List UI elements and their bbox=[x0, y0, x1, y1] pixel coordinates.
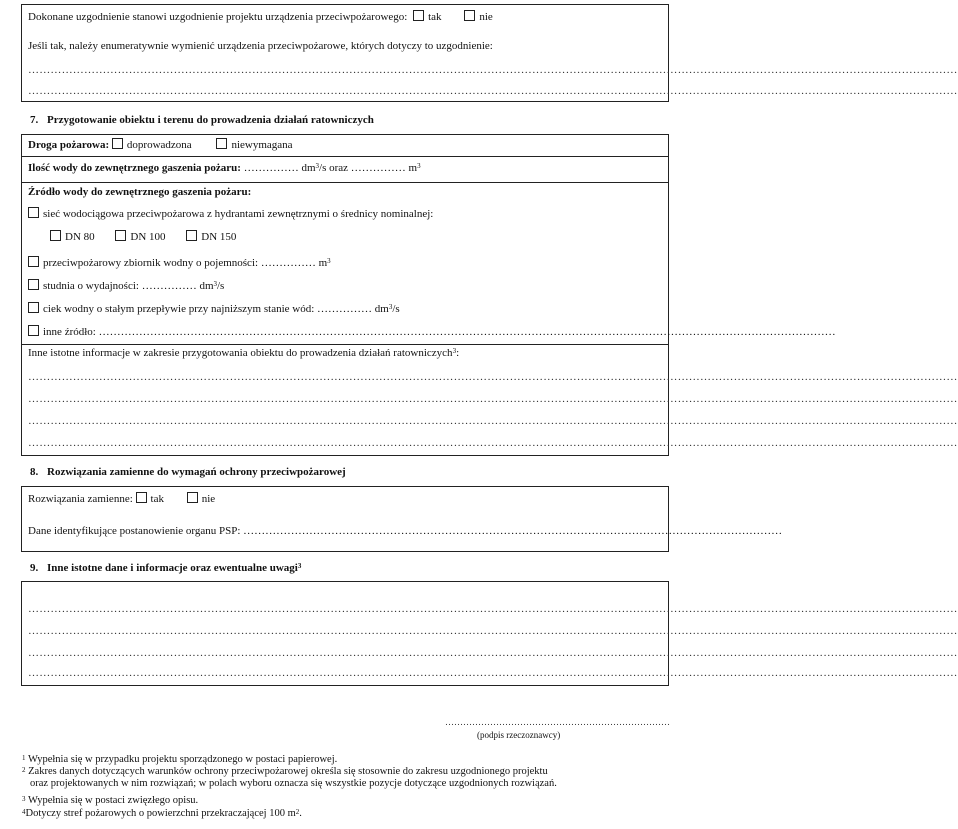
unit-dm: dm bbox=[374, 303, 389, 315]
well-dots[interactable]: …………… bbox=[141, 280, 197, 292]
stream-label: ciek wodny o stałym przepływie przy najniższym stanie wód: bbox=[43, 303, 315, 315]
stream-dots[interactable]: …………… bbox=[317, 303, 373, 315]
dn80-label: DN 80 bbox=[65, 231, 95, 243]
section7-box bbox=[21, 134, 958, 456]
section9-title: Inne istotne dane i informacje oraz ewentualne uwagi bbox=[47, 562, 298, 574]
remarks-dotted-line-2[interactable]: …………………………………………………………………………………………………………………………………………………………………………………………………………………………… bbox=[28, 625, 958, 637]
agreement-box bbox=[21, 4, 958, 102]
section9-box bbox=[21, 581, 958, 686]
footnote-2-continuation: oraz projektowanych w nim rozwiązań; w polach wyboru oznacza się wszystkie pozycje dotyczące uzgodnionych rozwiązań. bbox=[30, 778, 557, 789]
footnote-2 bbox=[22, 766, 548, 778]
stream-row bbox=[28, 302, 662, 316]
remarks-dotted-line-1[interactable]: …………………………………………………………………………………………………………………………………………………………………………………………………………………………… bbox=[28, 603, 958, 615]
alternative-yes-label: tak bbox=[150, 493, 164, 505]
footnote-number: 2 bbox=[22, 766, 26, 774]
alternative-no-checkbox[interactable] bbox=[187, 492, 198, 503]
other-info-dotted-line-1[interactable]: …………………………………………………………………………………………………………………………………………………………………………………………………………………………… bbox=[28, 371, 958, 383]
psp-decision-dots[interactable]: ………………………………………………………………………………………………………………………………… bbox=[243, 525, 783, 537]
water-tank-label: przeciwpożarowy zbiornik wodny o pojemności: bbox=[43, 257, 259, 269]
road-not-required-label: niewymagana bbox=[231, 139, 293, 151]
dn150-checkbox[interactable] bbox=[186, 230, 197, 241]
well-label: studnia o wydajności: bbox=[43, 280, 139, 292]
other-info-dotted-line-3[interactable]: …………………………………………………………………………………………………………………………………………………………………………………………………………………………… bbox=[28, 415, 958, 427]
section9-heading bbox=[30, 561, 301, 575]
other-source-row bbox=[28, 325, 836, 339]
section8-box bbox=[21, 486, 783, 552]
water-amount-dots-1[interactable]: …………… bbox=[243, 162, 299, 174]
footnote-3 bbox=[22, 795, 198, 807]
agreement-no-label: nie bbox=[479, 11, 493, 23]
dn-options-row bbox=[50, 230, 662, 244]
unit-sup: 3 bbox=[417, 162, 421, 170]
water-tank-dots[interactable]: …………… bbox=[260, 257, 316, 269]
signature-line[interactable]: ………………………………………………………………… bbox=[445, 717, 670, 727]
hydrant-network-checkbox[interactable] bbox=[28, 207, 39, 218]
fire-road-label: Droga pożarowa: bbox=[28, 139, 110, 151]
alternative-yes-checkbox[interactable] bbox=[136, 492, 147, 503]
water-amount-dots-2[interactable]: …………… bbox=[350, 162, 406, 174]
section7-number: 7. bbox=[30, 114, 39, 126]
footnote-text: Wypełnia się w przypadku projektu sporządzonego w postaci papierowej. bbox=[27, 754, 338, 765]
other-info-label: Inne istotne informacje w zakresie przygotowania obiektu do prowadzenia działań ratowniczych bbox=[28, 347, 453, 359]
water-tank-checkbox[interactable] bbox=[28, 256, 39, 267]
hydrant-network-label: sieć wodociągowa przeciwpożarowa z hydrantami zewnętrznymi o średnicy nominalnej: bbox=[43, 208, 434, 220]
other-info-dotted-line-2[interactable]: …………………………………………………………………………………………………………………………………………………………………………………………………………………………… bbox=[28, 393, 958, 405]
well-checkbox[interactable] bbox=[28, 279, 39, 290]
dn100-checkbox[interactable] bbox=[115, 230, 126, 241]
agreement-dotted-line-1[interactable]: …………………………………………………………………………………………………………………………………………………………………………………………………………………………… bbox=[28, 64, 958, 76]
alternative-no-label: nie bbox=[201, 493, 216, 505]
footnote-4 bbox=[22, 808, 302, 820]
remarks-dotted-line-4[interactable]: …………………………………………………………………………………………………………………………………………………………………………………………………………………………… bbox=[28, 667, 958, 679]
period: . bbox=[299, 808, 302, 819]
agreement-dotted-line-2[interactable]: …………………………………………………………………………………………………………………………………………………………………………………………………………………………… bbox=[28, 85, 958, 97]
section9-number: 9. bbox=[30, 562, 39, 574]
agreement-yes-label: tak bbox=[428, 11, 442, 23]
unit-sup: 3 bbox=[213, 280, 217, 288]
other-source-dots[interactable]: ………………………………………………………………………………………………………………………………………………………………………………… bbox=[98, 326, 836, 338]
water-amount-row bbox=[28, 161, 662, 175]
other-source-checkbox[interactable] bbox=[28, 325, 39, 336]
unit-m: m bbox=[408, 162, 418, 174]
unit-m: m bbox=[318, 257, 328, 269]
footnote-ref: 3 bbox=[297, 562, 302, 570]
colon: : bbox=[456, 347, 460, 359]
unit-per-second-and: /s oraz bbox=[319, 162, 349, 174]
road-not-required-checkbox[interactable] bbox=[216, 138, 227, 149]
unit-dm: dm bbox=[199, 280, 214, 292]
section7-title: Przygotowanie obiektu i terenu do prowadzenia działań ratowniczych bbox=[47, 114, 374, 126]
agreement-list-prompt: Jeśli tak, należy enumeratywnie wymienić urządzenia przeciwpożarowe, których dotyczy to uzgodnienie: bbox=[28, 40, 493, 52]
psp-decision-label: Dane identyfikujące postanowienie organu PSP: bbox=[28, 525, 241, 537]
stream-checkbox[interactable] bbox=[28, 302, 39, 313]
unit-dm: dm bbox=[301, 162, 316, 174]
unit-per-second: /s bbox=[217, 280, 225, 292]
well-row bbox=[28, 279, 662, 293]
section8-title: Rozwiązania zamienne do wymagań ochrony przeciwpożarowej bbox=[47, 466, 346, 478]
hydrant-network-row bbox=[28, 207, 662, 221]
agreement-question: Dokonane uzgodnienie stanowi uzgodnienie projektu urządzenia przeciwpożarowego: bbox=[28, 11, 408, 23]
footnote-number: 4 bbox=[22, 808, 26, 816]
section7-heading bbox=[30, 113, 374, 127]
unit-sup: 2 bbox=[295, 808, 300, 816]
unit-sup: 3 bbox=[388, 303, 393, 311]
separator bbox=[22, 156, 668, 157]
section8-number: 8. bbox=[30, 466, 39, 478]
footnote-text: Dotyczy stref pożarowych o powierzchni przekraczającej 100 m bbox=[25, 808, 296, 819]
footnote-number: 3 bbox=[22, 795, 26, 803]
agreement-no-checkbox[interactable] bbox=[464, 10, 475, 21]
other-source-label: inne źródło: bbox=[43, 326, 96, 338]
footnote-ref: 3 bbox=[452, 347, 457, 355]
section8-heading bbox=[30, 465, 346, 479]
road-provided-checkbox[interactable] bbox=[112, 138, 123, 149]
other-info-dotted-line-4[interactable]: …………………………………………………………………………………………………………………………………………………………………………………………………………………………… bbox=[28, 437, 958, 449]
other-info-row bbox=[28, 346, 662, 360]
water-source-label: Źródło wody do zewnętrznego gaszenia pożaru: bbox=[28, 186, 252, 198]
unit-sup: 3 bbox=[327, 257, 331, 265]
signature-label: (podpis rzeczoznawcy) bbox=[477, 730, 561, 740]
dn80-checkbox[interactable] bbox=[50, 230, 61, 241]
footnote-1 bbox=[22, 754, 337, 766]
unit-per-second: /s bbox=[392, 303, 400, 315]
footnote-text: Zakres danych dotyczących warunków ochrony przeciwpożarowej określa się stosownie do zakresu uzgodnionego projektu bbox=[28, 766, 548, 777]
dn100-label: DN 100 bbox=[130, 231, 166, 243]
separator bbox=[22, 182, 668, 183]
fire-road-row bbox=[28, 138, 662, 152]
psp-decision-row bbox=[28, 524, 783, 538]
dn150-label: DN 150 bbox=[201, 231, 237, 243]
alternative-solutions-label: Rozwiązania zamienne: bbox=[28, 493, 133, 505]
water-tank-row bbox=[28, 256, 662, 270]
agreement-yes-checkbox[interactable] bbox=[413, 10, 424, 21]
road-provided-label: doprowadzona bbox=[126, 139, 192, 151]
water-amount-label: Ilość wody do zewnętrznego gaszenia pożaru: bbox=[28, 162, 241, 174]
separator bbox=[22, 344, 668, 345]
remarks-dotted-line-3[interactable]: …………………………………………………………………………………………………………………………………………………………………………………………………………………………… bbox=[28, 647, 958, 659]
alternative-solutions-row bbox=[28, 492, 662, 506]
unit-sup: 3 bbox=[315, 162, 320, 170]
footnote-text: Wypełnia się w postaci zwięzłego opisu. bbox=[27, 795, 199, 806]
water-source-heading bbox=[28, 185, 662, 199]
agreement-question-row bbox=[28, 10, 662, 24]
footnote-number: 1 bbox=[22, 754, 26, 762]
